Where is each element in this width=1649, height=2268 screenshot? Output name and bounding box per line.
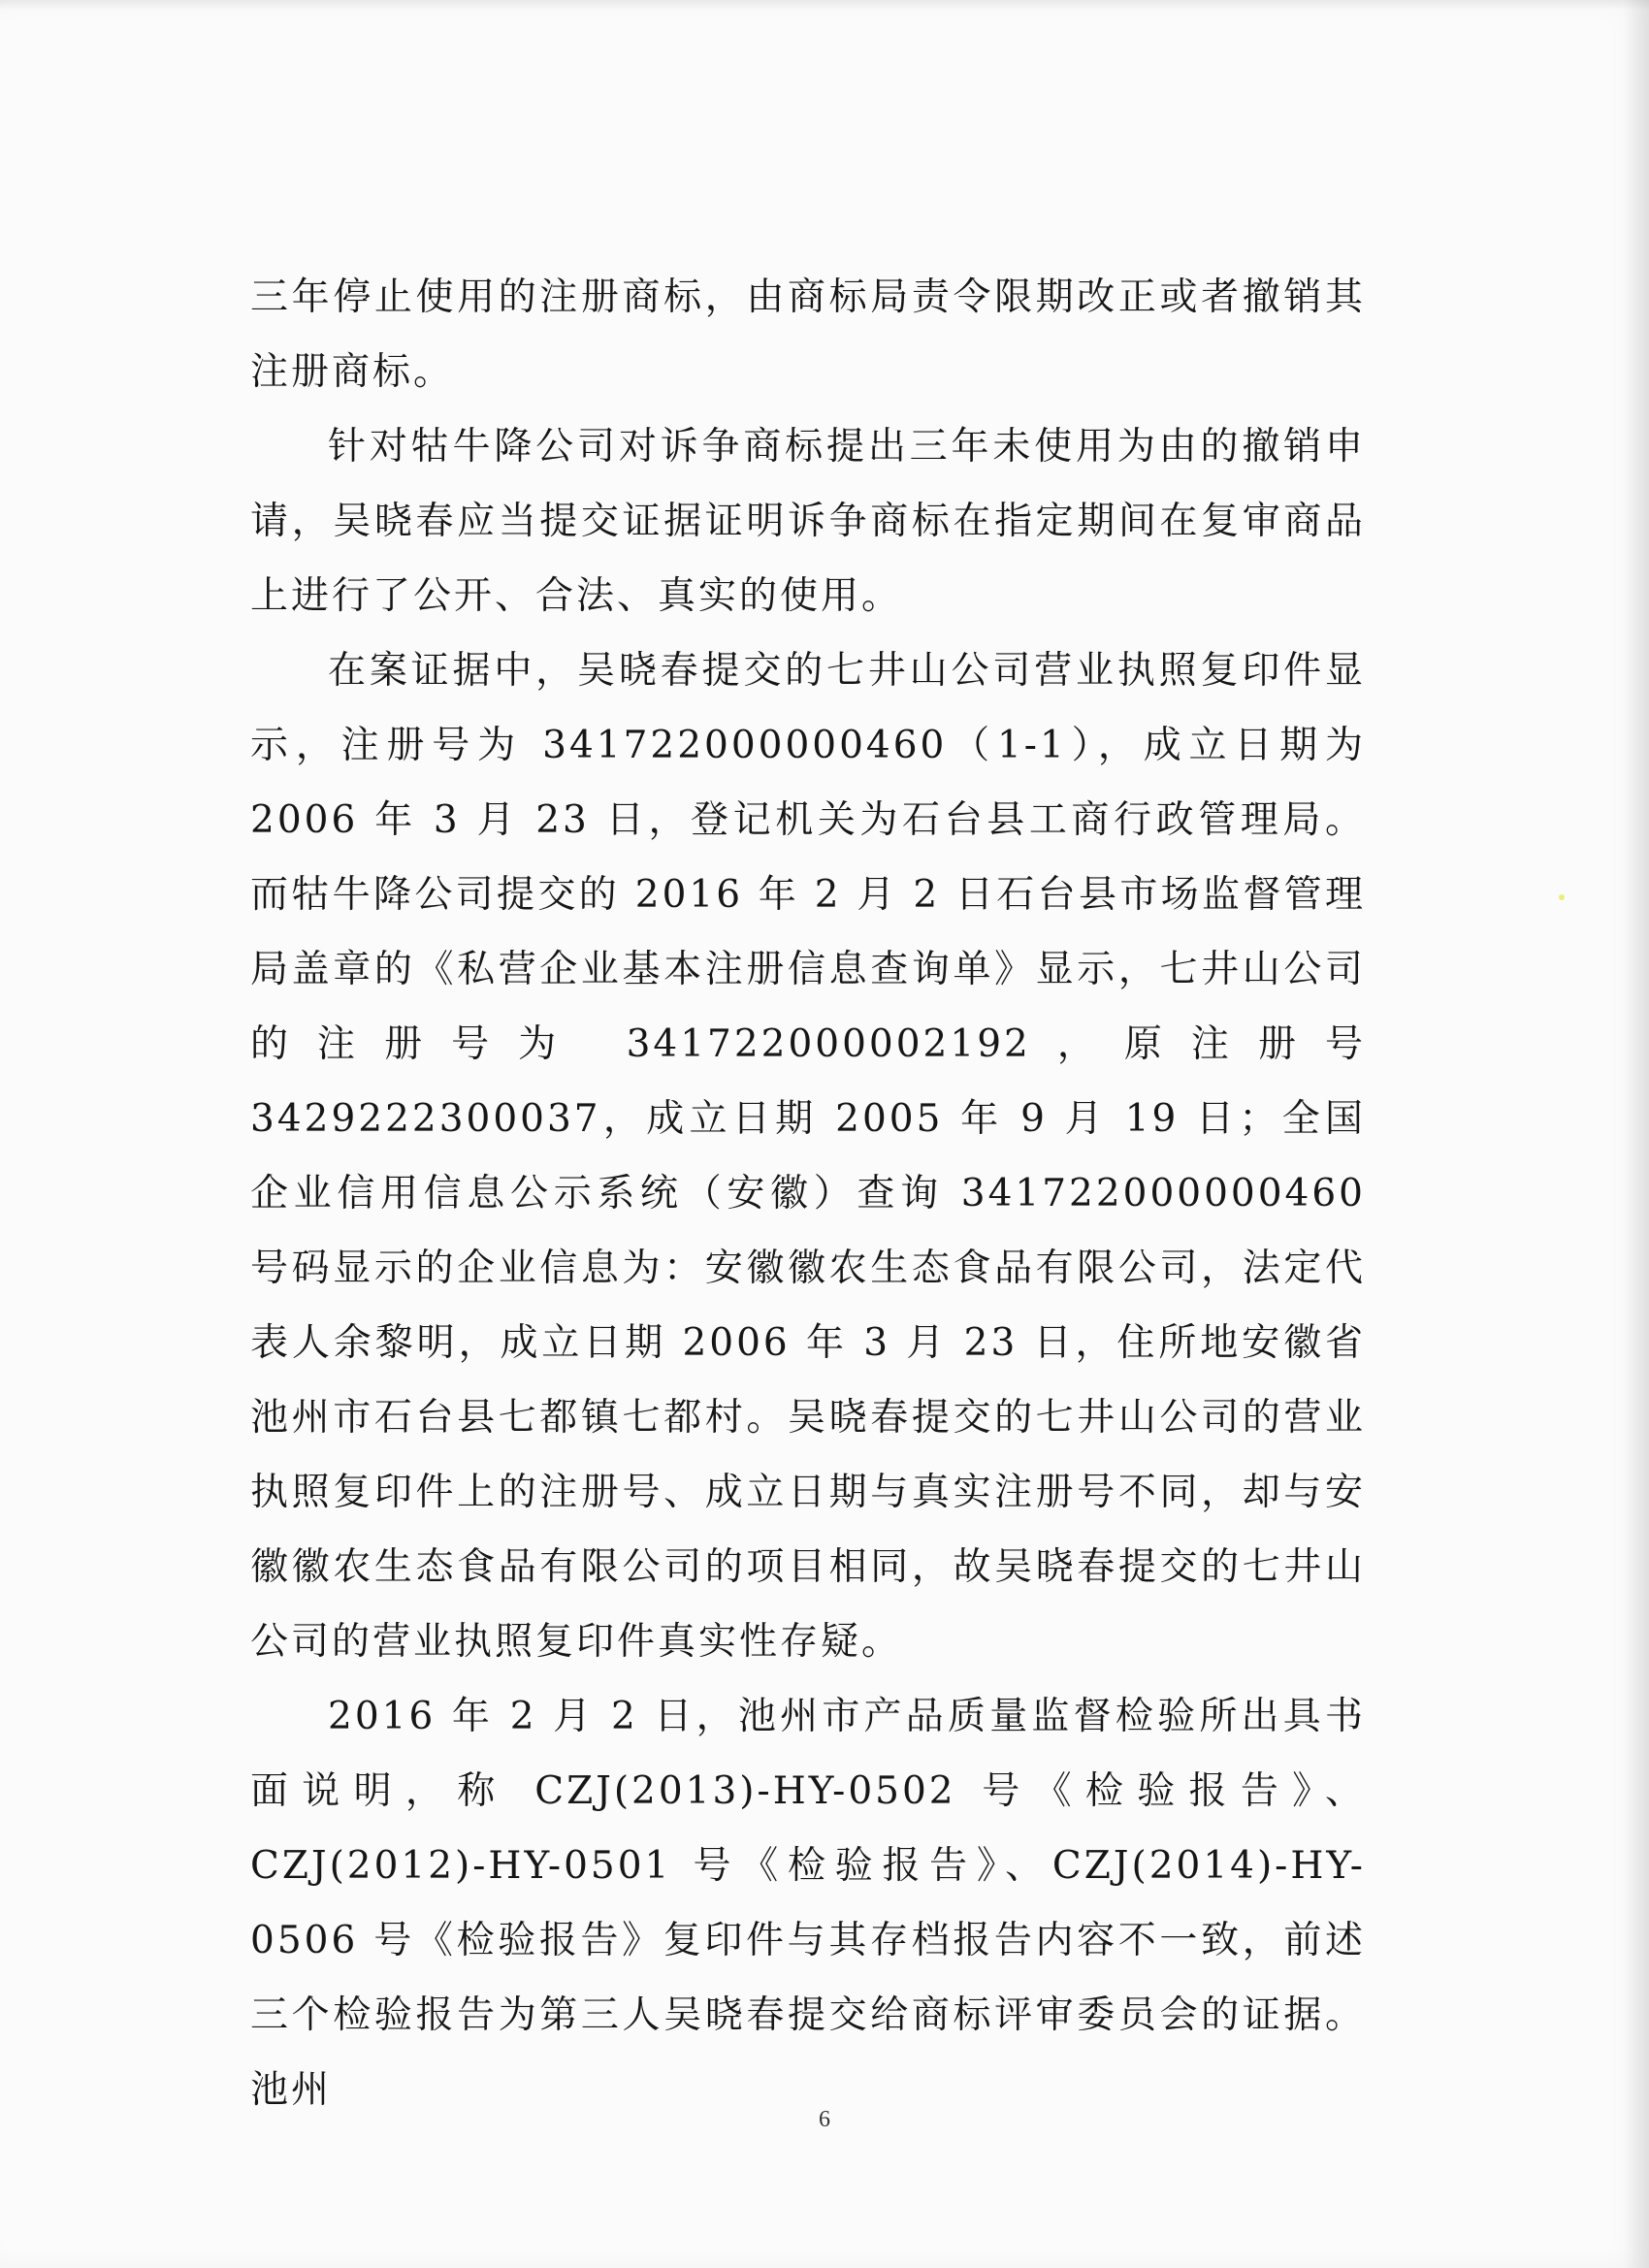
paragraph-2: 针对牯牛降公司对诉争商标提出三年未使用为由的撤销申请，吴晓春应当提交证据证明诉争商标在指定期间在复审商品上进行了公开、合法、真实的使用。: [250, 425, 1366, 618]
scan-top-shadow: [0, 0, 1649, 10]
scan-edge-shadow: [1624, 0, 1649, 2268]
scan-yellow-mark: [1559, 894, 1565, 900]
page-number: 6: [819, 2107, 830, 2132]
paragraph-3: 在案证据中，吴晓春提交的七井山公司营业执照复印件显示，注册号为 341722000000460（1-1），成立日期为 2006 年 3 月 23 日，登记机关为石台县工商行政管理局。而牯牛降公司提交的 2016 年 2 月 2 日石台县市场监督管理局盖章的《私营企业基本注册信息查询单》显示，七井山公司的注册号为 341722000002192，原注册号 3429222300037，成立日期 2005 年 9 月 19 日；全国企业信用信息公示系统（安徽）查询 341722000000460 号码显示的企业信息为：安徽徽农生态食品有限公司，法定代表人余黎明，成立日期 2006 年 3 月 23 日，住所地安徽省池州市石台县七都镇七都村。吴晓春提交的七井山公司的营业执照复印件上的注册号、成立日期与真实注册号不同，却与安徽徽农生态食品有限公司的项目相同，故吴晓春提交的七井山公司的营业执照复印件真实性存疑。: [250, 649, 1366, 1664]
paragraph-4: 2016 年 2 月 2 日，池州市产品质量监督检验所出具书面说明，称 CZJ(2013)-HY-0502 号《检验报告》、CZJ(2012)-HY-0501 号《检验报告》、CZJ(2014)-HY-0506 号《检验报告》复印件与其存档报告内容不一致，前述三个检验报告为第三人吴晓春提交给商标评审委员会的证据。池州: [250, 1695, 1366, 2112]
document-body: [250, 260, 1366, 2127]
paragraph-1: 三年停止使用的注册商标，由商标局责令限期改正或者撤销其注册商标。: [250, 275, 1366, 394]
